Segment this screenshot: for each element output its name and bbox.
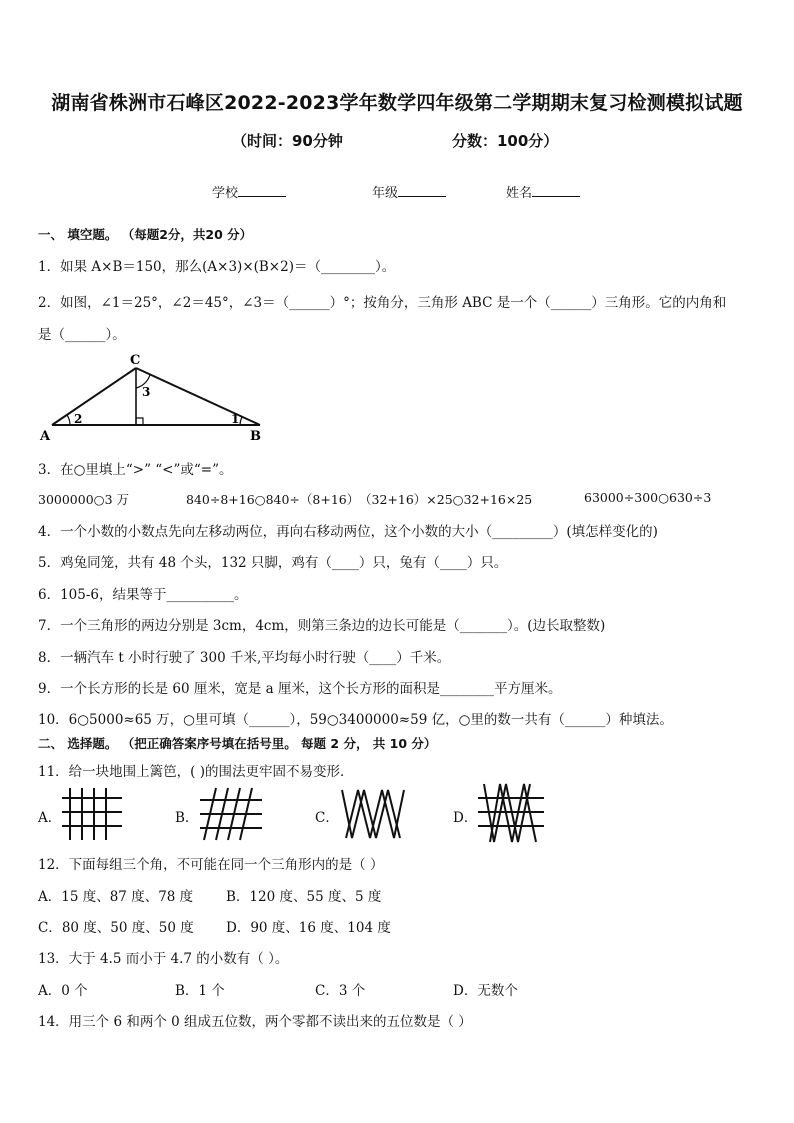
name-blank[interactable] — [532, 184, 580, 197]
question-3-item-b: 840÷8+16○840÷（8+16） — [186, 492, 360, 507]
q11-option-d-label[interactable]: D． — [453, 810, 478, 826]
exam-score: 分数：100分） — [452, 132, 559, 150]
angle-2-label: 2 — [74, 412, 83, 426]
fence-square-grid — [60, 786, 124, 842]
question-3-item-c: （32+16）×25○32+16×25 — [359, 492, 533, 507]
angle-3-label: 3 — [142, 385, 151, 399]
question-3-item-d: 63000÷300○630÷3 — [584, 490, 712, 505]
vertex-b-label: B — [250, 429, 261, 444]
vertex-c-label: C — [130, 353, 141, 368]
school-blank[interactable] — [238, 184, 286, 197]
name-label: 姓名 — [506, 186, 533, 201]
angle-1-arc — [240, 417, 242, 425]
q12-option-c[interactable]: C．80 度、50 度、50 度 — [38, 920, 194, 936]
question-3-item-a: 3000000○3 万 — [38, 492, 130, 507]
q12-option-d[interactable]: D．90 度、16 度、104 度 — [226, 920, 391, 936]
triangle-figure — [38, 350, 268, 445]
question-3: 3．在○里填上“>” “<”或“=”。 — [38, 462, 233, 478]
q12-option-a[interactable]: A．15 度、87 度、78 度 — [38, 889, 194, 905]
school-label: 学校 — [212, 186, 239, 201]
q12-option-b[interactable]: B．120 度、55 度、5 度 — [226, 889, 382, 905]
question-12: 12．下面每组三个角，不可能在同一个三角形内的是（ ） — [38, 857, 384, 873]
school-field — [212, 182, 286, 201]
q13-option-d[interactable]: D．无数个 — [453, 983, 518, 999]
grade-label: 年级 — [372, 186, 399, 201]
page-title: 湖南省株洲市石峰区2022-2023学年数学四年级第二学期期末复习检测模拟试题 — [51, 92, 743, 114]
q13-option-a[interactable]: A．0 个 — [38, 983, 88, 999]
name-field — [506, 182, 580, 201]
question-8: 8．一辆汽车 t 小时行驶了 300 千米,平均每小时行驶（____）千米。 — [38, 650, 451, 666]
q13-option-b[interactable]: B．1 个 — [175, 983, 225, 999]
q11-option-b-label[interactable]: B． — [175, 810, 199, 826]
fence-crossed-lattice — [476, 782, 546, 844]
q11-option-a-label[interactable]: A． — [38, 810, 62, 826]
question-2-line-1: 2．如图，∠1＝25°，∠2＝45°，∠3＝（______）°；按角分，三角形 ABC 是一个（______）三角形。它的内角和 — [38, 295, 727, 311]
question-4: 4．一个小数的小数点先向左移动两位，再向右移动两位，这个小数的大小（_________）(填怎样变化的) — [38, 524, 658, 540]
question-7: 7．一个三角形的两边分别是 3cm，4cm，则第三条边的边长可能是（_______）。(边长取整数) — [38, 618, 606, 634]
question-11: 11．给一块地围上篱笆，( )的围法更牢固不易变形． — [38, 764, 354, 780]
grade-field — [372, 182, 446, 201]
fence-slanted-grid — [198, 786, 264, 842]
question-1: 1．如果 A×B＝150，那么(A×3)×(B×2)＝（________）。 — [38, 259, 396, 275]
triangle-side-ac — [52, 368, 136, 425]
question-5: 5．鸡兔同笼，共有 48 个头，132 只脚，鸡有（____）只，兔有（____）只。 — [38, 555, 508, 571]
question-10: 10．6○5000≈65 万，○里可填（______），59○3400000≈59 亿，○里的数一共有（______）种填法。 — [38, 712, 673, 728]
question-6: 6．105-6，结果等于__________。 — [38, 587, 248, 603]
fence-zigzag — [338, 786, 408, 842]
triangle-side-cb — [136, 368, 260, 425]
grade-blank[interactable] — [398, 184, 446, 197]
section-2-title: 二、 选择题。 （把正确答案序号填在括号里。 每题 2 分， 共 10 分） — [38, 736, 437, 751]
question-13: 13．大于 4.5 而小于 4.7 的小数有（ ）。 — [38, 951, 289, 967]
exam-time: （时间：90分钟 — [232, 132, 343, 150]
angle-1-label: 1 — [231, 412, 240, 426]
right-angle-mark — [136, 418, 143, 425]
q13-option-c[interactable]: C．3 个 — [315, 983, 366, 999]
vertex-a-label: A — [40, 429, 51, 444]
question-9: 9．一个长方形的长是 60 厘米，宽是 a 厘米，这个长方形的面积是________平方厘米。 — [38, 681, 562, 697]
section-1-title: 一、 填空题。 （每题2分，共20 分） — [38, 227, 253, 242]
question-14: 14．用三个 6 和两个 0 组成五位数，两个零都不读出来的五位数是（ ） — [38, 1014, 472, 1030]
question-2-line-2: 是（______）。 — [38, 327, 126, 343]
angle-2-arc — [67, 415, 70, 425]
q11-option-c-label[interactable]: C． — [315, 810, 339, 826]
